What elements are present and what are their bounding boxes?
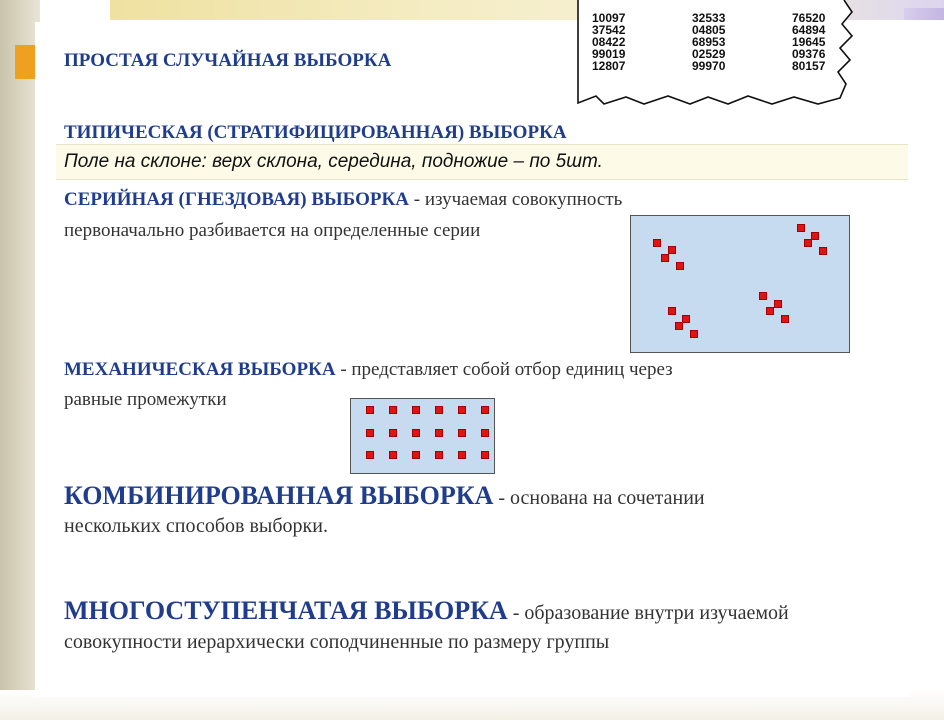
number-cell: 19645 — [792, 35, 826, 49]
sample-marker — [412, 451, 420, 459]
sample-marker — [781, 315, 789, 323]
sample-marker — [774, 300, 782, 308]
multistage-description-2: совокупности иерархически соподчиненные по размеру группы — [64, 631, 610, 653]
sample-marker — [366, 451, 374, 459]
number-cell: 09376 — [792, 47, 826, 61]
heading-simple-random: ПРОСТАЯ СЛУЧАЙНАЯ ВЫБОРКА — [64, 50, 392, 71]
combined-description-2: нескольких способов выборки. — [64, 515, 328, 537]
number-cell: 04805 — [692, 23, 726, 37]
sample-marker — [676, 262, 684, 270]
number-cell: 99019 — [592, 47, 626, 61]
mechanical-line-1 — [64, 359, 673, 381]
sample-marker — [481, 451, 489, 459]
sample-marker — [653, 239, 661, 247]
sample-marker — [366, 406, 374, 414]
number-cell: 99970 — [692, 59, 726, 73]
number-cell: 32533 — [692, 11, 726, 25]
number-cell: 80157 — [792, 59, 826, 73]
combined-line-1 — [64, 481, 705, 511]
heading-multistage: МНОГОСТУПЕНЧАТАЯ ВЫБОРКА — [64, 596, 508, 625]
sample-marker — [668, 307, 676, 315]
slide-top-right-decoration — [904, 8, 944, 20]
cluster-diagram — [630, 215, 850, 353]
accent-bar — [15, 45, 37, 79]
sample-marker — [690, 330, 698, 338]
sample-marker — [481, 406, 489, 414]
slide-left-decoration — [0, 0, 40, 720]
number-cell: 68953 — [692, 35, 726, 49]
number-cell: 02529 — [692, 47, 726, 61]
sample-marker — [435, 429, 443, 437]
heading-combined: КОМБИНИРОВАННАЯ ВЫБОРКА — [64, 481, 494, 510]
sample-marker — [819, 247, 827, 255]
sample-marker — [661, 254, 669, 262]
sample-marker — [435, 451, 443, 459]
number-cell: 76520 — [792, 11, 826, 25]
mechanical-description-1: - представляет собой отбор единиц через — [335, 359, 673, 380]
serial-description-2: первоначально разбивается на определенные серии — [64, 220, 481, 241]
sample-marker — [797, 224, 805, 232]
sample-marker — [668, 246, 676, 254]
sample-marker — [811, 232, 819, 240]
multistage-line-1 — [64, 596, 789, 626]
number-cell: 64894 — [792, 23, 826, 37]
number-cell: 37542 — [592, 23, 626, 37]
sample-marker — [366, 429, 374, 437]
sample-marker — [804, 239, 812, 247]
systematic-grid-diagram — [350, 398, 495, 474]
sample-marker — [412, 429, 420, 437]
sample-marker — [389, 406, 397, 414]
heading-serial: СЕРИЙНАЯ (ГНЕЗДОВАЯ) ВЫБОРКА — [64, 189, 409, 210]
stratified-example-text: Поле на склоне: верх склона, середина, подножие – по 5шт. — [64, 151, 603, 172]
sample-marker — [389, 451, 397, 459]
sample-marker — [412, 406, 420, 414]
sample-marker — [458, 429, 466, 437]
sample-marker — [766, 307, 774, 315]
sample-marker — [481, 429, 489, 437]
number-cell: 08422 — [592, 35, 626, 49]
multistage-description-1: - образование внутри изучаемой — [507, 602, 789, 624]
combined-description-1: - основана на сочетании — [493, 487, 705, 509]
sample-marker — [675, 322, 683, 330]
mechanical-description-2: равные промежутки — [64, 389, 227, 410]
number-cell: 10097 — [592, 11, 626, 25]
sample-marker — [682, 315, 690, 323]
heading-mechanical: МЕХАНИЧЕСКАЯ ВЫБОРКА — [64, 359, 336, 380]
serial-line-1 — [64, 189, 622, 211]
sample-marker — [435, 406, 443, 414]
serial-description-1: - изучаемая совокупность — [409, 189, 623, 210]
number-cell: 12807 — [592, 59, 626, 73]
sample-marker — [458, 406, 466, 414]
heading-stratified: ТИПИЧЕСКАЯ (СТРАТИФИЦИРОВАННАЯ) ВЫБОРКА — [64, 122, 567, 143]
sample-marker — [458, 451, 466, 459]
sample-marker — [759, 292, 767, 300]
random-number-table — [568, 0, 862, 108]
sample-marker — [389, 429, 397, 437]
